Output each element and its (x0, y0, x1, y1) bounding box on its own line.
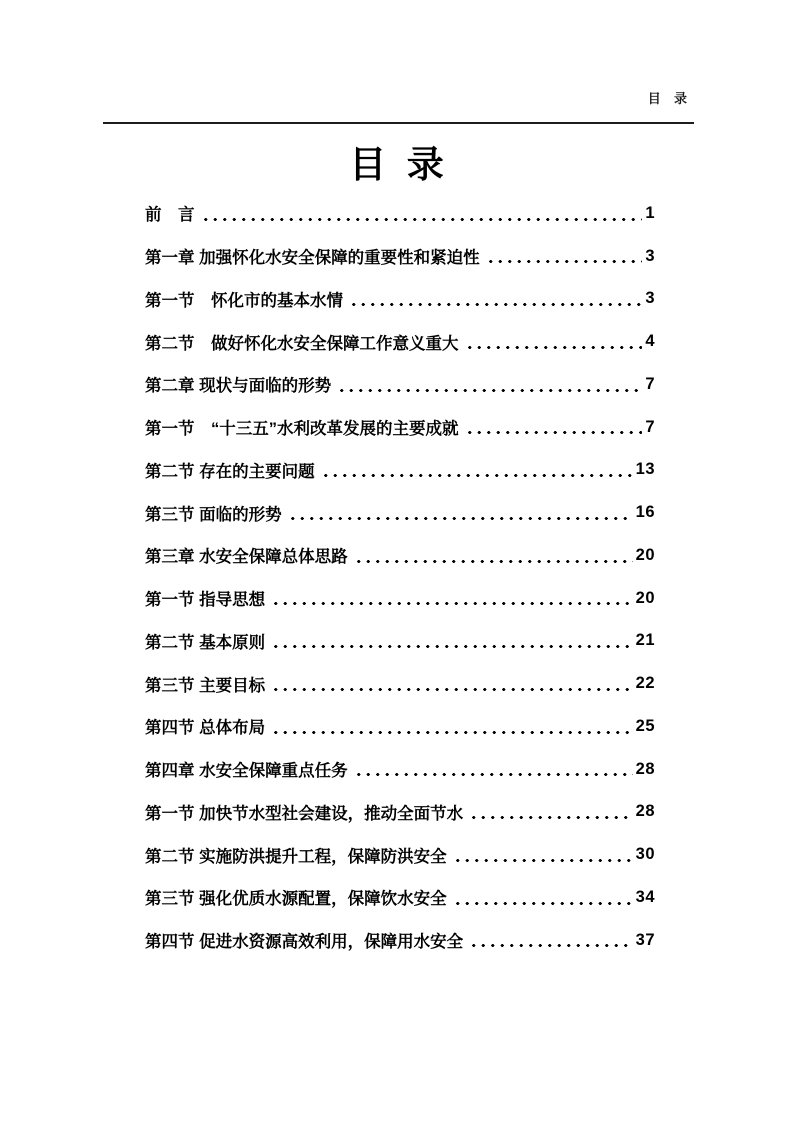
dot-leader (271, 705, 633, 748)
toc-entry-page-number: 7 (645, 374, 655, 393)
toc-entry-page-number: 3 (645, 246, 655, 265)
dot-leader (349, 278, 642, 321)
toc-entry-page-number: 25 (635, 716, 655, 735)
page-title: 目 录 (349, 144, 444, 185)
dot-leader (288, 491, 633, 534)
toc-entry[interactable] (145, 406, 655, 449)
dot-leader (453, 833, 633, 876)
toc-entry-label: 第二节 做好怀化水安全保障工作意义重大 (145, 334, 459, 353)
toc-entry-page-number: 3 (645, 289, 655, 308)
toc-entry[interactable] (145, 534, 655, 577)
toc-entry[interactable] (145, 919, 655, 962)
dot-leader (465, 320, 643, 363)
toc-entry[interactable] (145, 235, 655, 278)
toc-entry[interactable] (145, 192, 655, 235)
toc-entry-label: 前 言 (145, 206, 195, 225)
toc-entry[interactable] (145, 662, 655, 705)
toc-entry-label: 第一章 加强怀化水安全保障的重要性和紧迫性 (145, 249, 480, 268)
header-divider-rule (103, 122, 694, 124)
toc-entry-page-number: 37 (635, 930, 655, 949)
dot-leader (271, 662, 633, 705)
toc-entry[interactable] (145, 278, 655, 321)
dot-leader (469, 919, 633, 962)
toc-entry-page-number: 16 (635, 503, 655, 522)
toc-entry-label: 第三节 面临的形势 (145, 505, 282, 524)
dot-leader (271, 620, 633, 663)
dot-leader (354, 748, 633, 791)
dot-leader (465, 406, 643, 449)
toc-entry-label: 第二章 现状与面临的形势 (145, 377, 332, 396)
toc-entry-label: 第一节 怀化市的基本水情 (145, 291, 343, 310)
toc-entry-page-number: 4 (645, 332, 655, 351)
dot-leader (469, 791, 633, 834)
dot-leader (271, 577, 633, 620)
dot-leader (321, 449, 633, 492)
toc-entry-page-number: 20 (635, 545, 655, 564)
toc-entry[interactable] (145, 791, 655, 834)
toc-entry-label: 第三章 水安全保障总体思路 (145, 548, 348, 567)
dot-leader (354, 534, 633, 577)
toc-entry[interactable] (145, 577, 655, 620)
toc-entry-label: 第四章 水安全保障重点任务 (145, 762, 348, 781)
toc-entry-page-number: 1 (645, 203, 655, 222)
toc-entry[interactable] (145, 748, 655, 791)
toc-entry-label: 第四节 促进水资源高效利用，保障用水安全 (145, 933, 464, 952)
running-header: 目 录 (647, 91, 689, 106)
toc-entry-page-number: 34 (635, 887, 655, 906)
toc-entry-label: 第一节 “十三五”水利改革发展的主要成就 (145, 420, 459, 439)
toc-entry-page-number: 30 (635, 845, 655, 864)
toc-entry-page-number: 21 (635, 631, 655, 650)
toc-entry-page-number: 22 (635, 674, 655, 693)
toc-entry[interactable] (145, 876, 655, 919)
toc-entry[interactable] (145, 705, 655, 748)
toc-entry[interactable] (145, 320, 655, 363)
toc-entry-label: 第三节 主要目标 (145, 676, 266, 695)
dot-leader (201, 192, 643, 235)
toc-entry[interactable] (145, 363, 655, 406)
toc-entry-label: 第一节 指导思想 (145, 591, 266, 610)
dot-leader (453, 876, 633, 919)
toc-entry-label: 第四节 总体布局 (145, 719, 266, 738)
toc-entry-label: 第三节 强化优质水源配置，保障饮水安全 (145, 890, 447, 909)
toc-entry-label: 第二节 存在的主要问题 (145, 462, 315, 481)
toc-entry-page-number: 13 (635, 460, 655, 479)
toc-entry-label: 第二节 实施防洪提升工程，保障防洪安全 (145, 847, 447, 866)
toc-entry-page-number: 28 (635, 759, 655, 778)
table-of-contents (145, 192, 655, 962)
toc-entry[interactable] (145, 833, 655, 876)
toc-entry-page-number: 28 (635, 802, 655, 821)
toc-entry[interactable] (145, 620, 655, 663)
toc-entry[interactable] (145, 491, 655, 534)
toc-entry-page-number: 7 (645, 417, 655, 436)
dot-leader (337, 363, 642, 406)
toc-entry-label: 第二节 基本原则 (145, 633, 266, 652)
toc-entry-label: 第一节 加快节水型社会建设，推动全面节水 (145, 804, 464, 823)
toc-entry-page-number: 20 (635, 588, 655, 607)
toc-entry[interactable] (145, 449, 655, 492)
dot-leader (486, 235, 643, 278)
